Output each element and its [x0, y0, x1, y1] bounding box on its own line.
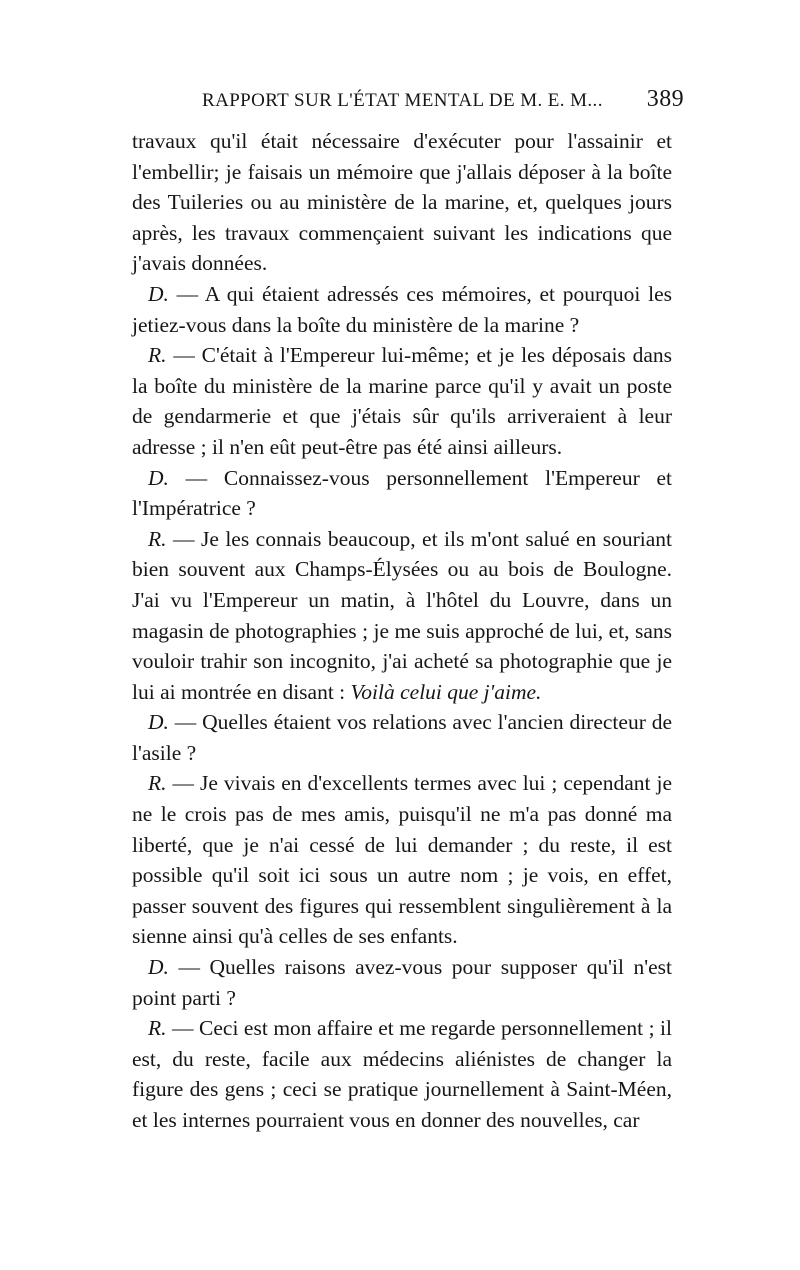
dialogue-question	[132, 279, 672, 340]
speaker-label: D.	[148, 955, 169, 980]
dialogue-text: — A qui étaient adressés ces mémoires, et pourquoi les jetiez-vous dans la boîte du ministère de la marine ?	[132, 281, 673, 337]
dialogue-text: — C'était à l'Empereur lui-même; et je les déposais dans la boîte du ministère de la marine parce qu'il y avait un poste de gendarmerie et que j'étais sûr qu'ils arriveraient à leur adresse ; il n'en eût peut-être pas été ainsi ailleurs.	[132, 343, 673, 459]
speaker-label: R.	[148, 771, 167, 796]
speaker-label: R.	[148, 343, 167, 368]
dialogue-answer	[132, 1013, 672, 1135]
speaker-label: R.	[148, 526, 167, 551]
dialogue-answer	[132, 768, 672, 952]
dialogue-text: — Je les connais beaucoup, et ils m'ont salué en souriant bien souvent aux Champs-Élysées ou au bois de Boulogne. J'ai vu l'Empereur un matin, à l'hôtel du Louvre, dans un magasin de photographies ; je me suis approché de lui, et, sans vouloir trahir son incognito, j'ai acheté sa photographie que je lui ai montrée en disant :	[132, 526, 673, 704]
dialogue-text: — Ceci est mon affaire et me regarde personnellement ; il est, du reste, facile aux médecins aliénistes de changer la figure des gens ; ceci se pratique journellement à Saint-Méen, et les internes pourraient vous en donner des nouvelles, car	[132, 1016, 672, 1132]
running-head	[132, 86, 684, 120]
body-text	[132, 126, 672, 1136]
speaker-label: D.	[148, 710, 169, 735]
dialogue-answer	[132, 524, 672, 708]
dialogue-text: — Je vivais en d'excellents termes avec lui ; cependant je ne le crois pas de mes amis, puisqu'il ne m'a pas donné ma liberté, que je n'ai cessé de lui demander ; du reste, il est possible qu'il soit ici sous un autre nom ; je vois, en effet, passer souvent des figures qui ressemblent singulièrement à la sienne ainsi qu'à celles de ses enfants.	[132, 771, 672, 949]
speaker-label: R.	[148, 1016, 167, 1041]
paragraph: travaux qu'il était nécessaire d'exécuter pour l'assainir et l'embellir; je faisais un mémoire que j'allais déposer à la boîte des Tuileries ou au ministère de la marine, et, quelques jours après, les travaux commençaient suivant les indications que j'avais données.	[132, 129, 672, 276]
dialogue-text: — Quelles étaient vos relations avec l'ancien directeur de l'asile ?	[132, 710, 673, 765]
speaker-label: D.	[148, 281, 169, 306]
speaker-label: D.	[148, 465, 169, 490]
page-number: 389	[646, 86, 684, 112]
italic-quote: Voilà celui que j'aime.	[350, 679, 542, 704]
running-title: RAPPORT SUR L'ÉTAT MENTAL DE M. E. M...	[202, 90, 603, 111]
dialogue-answer	[132, 340, 672, 462]
dialogue-question	[132, 707, 672, 768]
dialogue-question	[132, 952, 672, 1013]
dialogue-question	[132, 463, 672, 524]
dialogue-text: — Quelles raisons avez-vous pour supposer qu'il n'est point parti ?	[132, 955, 673, 1010]
dialogue-text: — Connaissez-vous personnellement l'Empereur et l'Impératrice ?	[132, 465, 672, 521]
